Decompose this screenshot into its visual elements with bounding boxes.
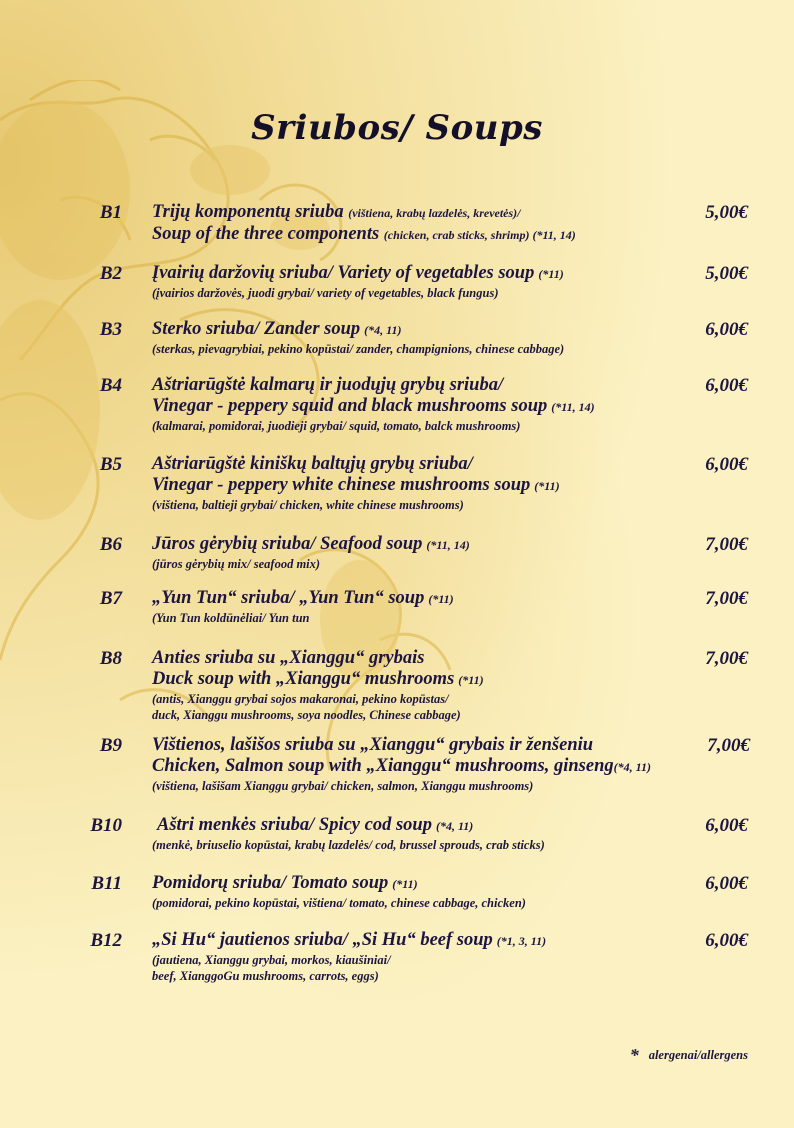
item-code: B5 [99,454,122,475]
item-description: (kalmarai, pomidorai, juodieji grybai/ squid, tomato, balck mushrooms) [152,419,521,433]
item-code: B9 [99,735,122,756]
item-description: (vištiena, baltieji grybai/ chicken, white chinese mushrooms) [152,498,464,512]
allergens-footnote [630,1045,748,1066]
item-body [152,648,712,723]
item-price: 7,00€ [705,534,748,555]
item-body [152,375,712,434]
item-name: Aštriarūgštė kiniškų baltųjų grybų sriuba/ [152,454,473,474]
item-name-text: Įvairių daržovių sriuba/ Variety of vegetables soup [152,263,535,283]
item-note: (vištiena, krabų lazdelės, krevetės)/ [348,206,521,220]
item-body [152,454,712,513]
item-allergens: (*1, 3, 11) [496,934,547,948]
item-body [152,534,712,572]
item-allergens: (*11) [538,267,564,281]
item-code: B10 [90,815,122,836]
item-code: B4 [99,375,122,396]
page-title: Sriubos/ Soups [251,108,543,148]
item-body [157,815,717,837]
item-name-text: Pomidorų sriuba/ Tomato soup [152,873,389,893]
item-name-en [152,669,712,691]
item-name-en [152,475,712,497]
item-price: 6,00€ [705,375,748,396]
item-price: 6,00€ [705,454,748,475]
item-name [152,930,712,952]
item-price: 7,00€ [705,588,748,609]
item-allergens: (*11) [392,877,418,891]
item-name-text: Jūros gėrybių sriuba/ Seafood soup [152,534,423,554]
item-body [152,873,712,911]
item-code: B2 [99,263,122,284]
item-description: (menkė, briuselio kopūstai, krabų lazdelės/ cod, brussel sprouds, crab sticks) [152,838,545,852]
item-code: B8 [99,648,122,669]
item-name [152,873,712,895]
item-description: duck, Xianggu mushrooms, soya noodles, Chinese cabbage) [152,708,461,722]
item-name-en-text: Chicken, Salmon soup with „Xianggu“ mushrooms, ginseng [152,756,614,776]
item-code: B3 [99,319,122,340]
item-allergens: (*4, 11) [364,323,402,337]
item-body-desc [152,837,712,853]
item-allergens: (*4, 11) [435,819,474,833]
item-name-en [152,396,712,418]
item-price: 5,00€ [705,202,748,223]
item-price: 6,00€ [705,319,748,340]
item-description: beef, XianggoGu mushrooms, carrots, eggs) [152,969,379,983]
item-price: 6,00€ [705,815,748,836]
asterisk-icon: * [629,1045,639,1065]
item-name [152,263,712,285]
item-name: Vištienos, lašišos sriuba su „Xianggu“ grybais ir ženšeniu [152,735,594,755]
item-allergens: (*11) [428,592,454,606]
item-code: B1 [99,202,122,223]
item-price: 7,00€ [707,735,750,756]
item-code: B7 [99,588,122,609]
item-body [152,263,712,301]
item-price: 7,00€ [705,648,748,669]
item-code: B11 [91,873,122,894]
item-code: B6 [99,534,122,555]
item-description: (Yun Tun koldūnėliai/ Yun tun [152,611,310,625]
item-description: (vištiena, lašišam Xianggu grybai/ chicken, salmon, Xianggu mushrooms) [152,779,534,793]
item-name-text: Aštri menkės sriuba/ Spicy cod soup [157,815,432,835]
item-description: (įvairios daržovės, juodi grybai/ variety of vegetables, black fungus) [152,286,499,300]
footnote-text: alergenai/allergens [648,1048,748,1062]
item-code: B12 [90,930,122,951]
item-name-en-text: Vinegar - peppery squid and black mushrooms soup [152,396,548,416]
item-name-en [152,224,712,246]
item-name [152,202,712,224]
item-note: (chicken, crab sticks, shrimp) (*11, 14) [383,228,576,242]
item-body [152,202,712,246]
item-name-text: „Yun Tun“ sriuba/ „Yun Tun“ soup [152,588,425,608]
item-name [152,534,712,556]
item-description: (jautiena, Xianggu grybai, morkos, kiaušiniai/ [152,953,391,967]
item-name-text: „Si Hu“ jautienos sriuba/ „Si Hu“ beef soup [152,930,493,950]
item-name [152,319,712,341]
item-body [152,735,712,794]
item-allergens: (*11, 14) [426,538,470,552]
item-name-en-text: Vinegar - peppery white chinese mushrooms soup [152,475,531,495]
item-name-lt: Trijų komponentų sriuba [152,202,344,222]
item-price: 5,00€ [705,263,748,284]
item-name [152,588,712,610]
item-name: Anties sriuba su „Xianggu“ grybais [152,648,425,668]
item-description: (sterkas, pievagrybiai, pekino kopūstai/ zander, champignions, chinese cabbage) [152,342,565,356]
item-body [152,930,712,984]
item-allergens: (*11) [458,673,484,687]
item-allergens: (*11) [534,479,560,493]
item-name [157,815,717,837]
item-description: (antis, Xianggu grybai sojos makaronai, pekino kopūstas/ [152,692,449,706]
item-body [152,588,712,626]
item-allergens: (*4, 11) [613,760,651,774]
item-allergens: (*11, 14) [551,400,595,414]
item-name-en [152,756,712,778]
item-name-en-text: Duck soup with „Xianggu“ mushrooms [152,669,455,689]
item-description: (jūros gėrybių mix/ seafood mix) [152,557,321,571]
item-price: 6,00€ [705,873,748,894]
item-body [152,319,712,357]
item-name-text: Sterko sriuba/ Zander soup [152,319,361,339]
item-name: Aštriarūgštė kalmarų ir juodųjų grybų sriuba/ [152,375,504,395]
item-price: 6,00€ [705,930,748,951]
item-description: (pomidorai, pekino kopūstai, vištiena/ tomato, chinese cabbage, chicken) [152,896,526,910]
item-name-en-text: Soup of the three components [152,224,380,244]
